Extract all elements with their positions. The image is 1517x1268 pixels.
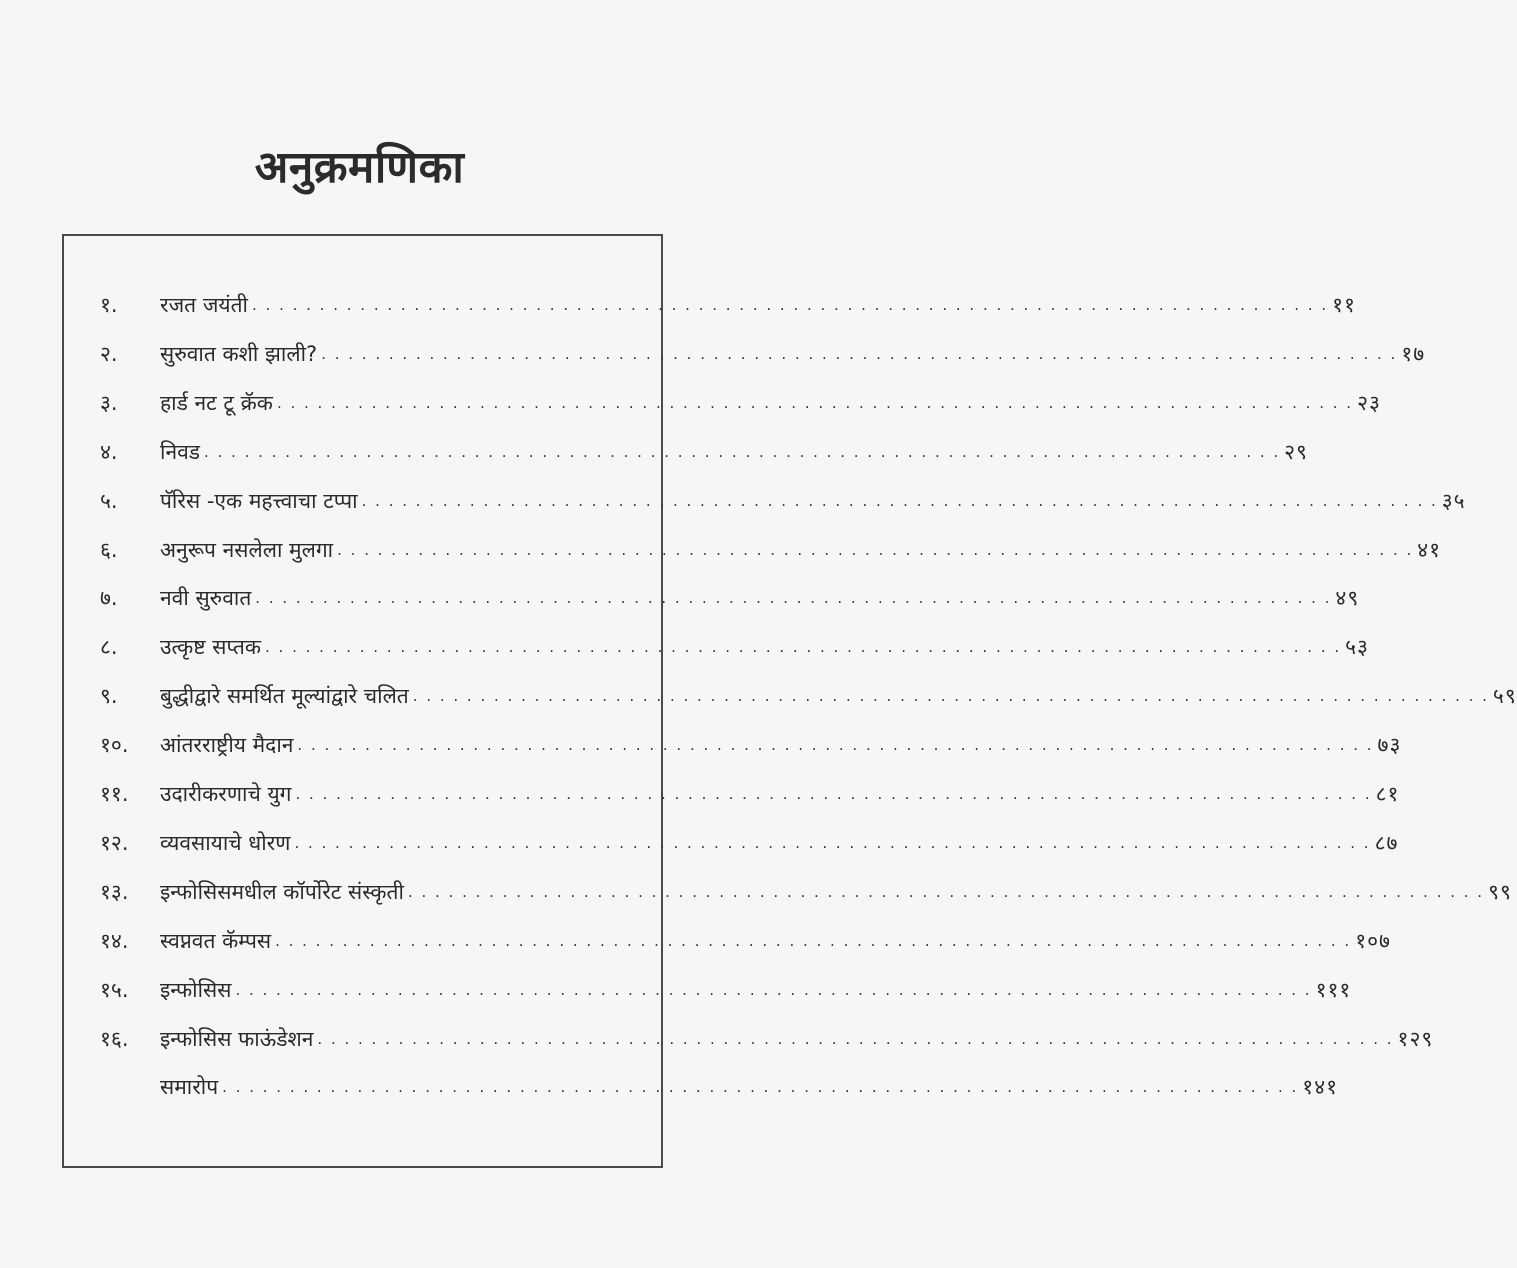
toc-entry: [160, 774, 1400, 814]
toc-chapter-title: उदारीकरणाचे युग: [160, 782, 292, 806]
toc-page-number: ५९: [1492, 684, 1517, 709]
toc-entry: [160, 872, 1512, 912]
toc-entry: [160, 1019, 1434, 1059]
toc-row: [64, 578, 1360, 618]
toc-entry: [160, 823, 1399, 863]
toc-row: [64, 530, 1442, 570]
toc-chapter-number: १६.: [100, 1026, 129, 1051]
toc-chapter-title: आंतरराष्ट्रीय मैदान: [160, 733, 294, 758]
toc-row: [64, 627, 1369, 667]
toc-chapter-number: ४.: [100, 439, 118, 464]
toc-chapter-number: १.: [100, 293, 118, 317]
toc-row: [64, 334, 1426, 374]
toc-page-number: ३५: [1441, 488, 1466, 513]
toc-chapter-title: इन्फोसिसमधील कॉर्पोरेट संस्कृती: [160, 879, 404, 904]
toc-page-number: ४१: [1417, 537, 1442, 562]
toc-chapter-number: २.: [100, 341, 118, 366]
toc-entry: [160, 383, 1381, 423]
toc-chapter-title: रजत जयंती: [160, 293, 248, 317]
toc-dot-leader: . . . . . . . . . . . . . . . . . . . . . . . . . . . . . . . . . . . . . . . . . . . . . . . . . . . . . . . . . . . . . . . . . . . . . . . . . . . . . . . .: [337, 540, 1414, 559]
toc-page-number: ७३: [1377, 733, 1402, 758]
toc-chapter-title: पॅरिस -एक महत्त्वाचा टप्पा: [160, 488, 358, 513]
toc-row: [64, 383, 1381, 423]
toc-chapter-title: सुरुवात कशी झाली?: [160, 341, 318, 366]
toc-chapter-number: १५.: [100, 977, 129, 1002]
toc-entry: [160, 676, 1517, 716]
toc-chapter-title: व्यवसायाचे धोरण: [160, 830, 291, 855]
toc-dot-leader: . . . . . . . . . . . . . . . . . . . . . . . . . . . . . . . . . . . . . . . . . . . . . . . . . . . . . . . . . . . . . . . . . . . . . . . . . . . . . . . .: [295, 785, 1372, 803]
toc-dot-leader: . . . . . . . . . . . . . . . . . . . . . . . . . . . . . . . . . . . . . . . . . . . . . . . . . . . . . . . . . . . . . . . . . . . . . . . . . . . . . . . .: [412, 687, 1489, 706]
toc-page-number: २९: [1284, 439, 1308, 464]
toc-row: [64, 872, 1512, 912]
toc-dot-leader: . . . . . . . . . . . . . . . . . . . . . . . . . . . . . . . . . . . . . . . . . . . . . . . . . . . . . . . . . . . . . . . . . . . . . . . . . . . . . . . .: [297, 736, 1374, 755]
toc-dot-leader: . . . . . . . . . . . . . . . . . . . . . . . . . . . . . . . . . . . . . . . . . . . . . . . . . . . . . . . . . . . . . . . . . . . . . . . . . . . . . . . .: [222, 1078, 1299, 1097]
toc-row: [64, 676, 1517, 716]
toc-page-number: ९९: [1488, 879, 1512, 904]
toc-row: [64, 285, 1356, 325]
toc-row: [64, 823, 1399, 863]
toc-chapter-number: ५.: [100, 488, 118, 513]
toc-dot-leader: . . . . . . . . . . . . . . . . . . . . . . . . . . . . . . . . . . . . . . . . . . . . . . . . . . . . . . . . . . . . . . . . . . . . . . . . . . . . . . . .: [255, 589, 1332, 608]
toc-page-number: ८७: [1374, 830, 1399, 855]
toc-chapter-number: ६.: [100, 537, 118, 562]
toc-chapter-number: १४.: [100, 928, 129, 953]
toc-dot-leader: . . . . . . . . . . . . . . . . . . . . . . . . . . . . . . . . . . . . . . . . . . . . . . . . . . . . . . . . . . . . . . . . . . . . . . . . . . . . . . . .: [265, 638, 1342, 657]
toc-dot-leader: . . . . . . . . . . . . . . . . . . . . . . . . . . . . . . . . . . . . . . . . . . . . . . . . . . . . . . . . . . . . . . . . . . . . . . . . . . . . . . . .: [294, 833, 1371, 852]
toc-chapter-number: १०.: [100, 733, 129, 758]
toc-row: [64, 1019, 1434, 1059]
toc-page-number: १२९: [1397, 1026, 1434, 1051]
toc-entry: [160, 481, 1466, 521]
toc-chapter-title: इन्फोसिस फाऊंडेशन: [160, 1026, 314, 1051]
toc-page-number: १७: [1401, 341, 1426, 366]
toc-dot-leader: . . . . . . . . . . . . . . . . . . . . . . . . . . . . . . . . . . . . . . . . . . . . . . . . . . . . . . . . . . . . . . . . . . . . . . . . . . . . . . . .: [252, 296, 1329, 314]
toc-page-number: ४९: [1335, 586, 1360, 611]
toc-entry: [160, 1067, 1339, 1107]
toc-dot-leader: . . . . . . . . . . . . . . . . . . . . . . . . . . . . . . . . . . . . . . . . . . . . . . . . . . . . . . . . . . . . . . . . . . . . . . . . . . . . . . . .: [204, 442, 1281, 461]
toc-entry: [160, 725, 1402, 765]
toc-row: [64, 970, 1352, 1010]
toc-page-number: २३: [1357, 390, 1381, 415]
toc-dot-leader: . . . . . . . . . . . . . . . . . . . . . . . . . . . . . . . . . . . . . . . . . . . . . . . . . . . . . . . . . . . . . . . . . . . . . . . . . . . . . . . .: [361, 491, 1438, 510]
toc-chapter-title: बुद्धीद्वारे समर्थित मूल्यांद्वारे चलित: [160, 684, 409, 709]
toc-chapter-title: निवड: [160, 439, 201, 464]
toc-chapter-number: ९.: [100, 684, 118, 709]
toc-chapter-title: हार्ड नट टू क्रॅक: [160, 390, 273, 415]
toc-dot-leader: . . . . . . . . . . . . . . . . . . . . . . . . . . . . . . . . . . . . . . . . . . . . . . . . . . . . . . . . . . . . . . . . . . . . . . . . . . . . . . . .: [407, 882, 1485, 901]
toc-chapter-number: १२.: [100, 830, 129, 855]
toc-page-number: १११: [1315, 977, 1352, 1002]
toc-row: [64, 1067, 1339, 1107]
toc-chapter-title: उत्कृष्ट सप्तक: [160, 635, 262, 660]
toc-row: [64, 725, 1402, 765]
toc-chapter-title: स्वप्नवत कॅम्पस: [160, 928, 272, 953]
toc-entry: [160, 970, 1352, 1010]
toc-chapter-number: ८.: [100, 635, 118, 660]
toc-dot-leader: . . . . . . . . . . . . . . . . . . . . . . . . . . . . . . . . . . . . . . . . . . . . . . . . . . . . . . . . . . . . . . . . . . . . . . . . . . . . . . . .: [321, 344, 1398, 363]
toc-dot-leader: . . . . . . . . . . . . . . . . . . . . . . . . . . . . . . . . . . . . . . . . . . . . . . . . . . . . . . . . . . . . . . . . . . . . . . . . . . . . . . . .: [275, 931, 1352, 950]
toc-entry: [160, 578, 1360, 618]
toc-page-number: ११: [1332, 293, 1356, 317]
toc-chapter-title: इन्फोसिस: [160, 977, 232, 1002]
toc-entry: [160, 627, 1369, 667]
toc-page-number: १४१: [1302, 1075, 1339, 1100]
toc-page-number: १०७: [1355, 928, 1391, 953]
toc-dot-leader: . . . . . . . . . . . . . . . . . . . . . . . . . . . . . . . . . . . . . . . . . . . . . . . . . . . . . . . . . . . . . . . . . . . . . . . . . . . . . . . .: [235, 980, 1312, 999]
toc-entry: [160, 285, 1356, 325]
toc-dot-leader: . . . . . . . . . . . . . . . . . . . . . . . . . . . . . . . . . . . . . . . . . . . . . . . . . . . . . . . . . . . . . . . . . . . . . . . . . . . . . . . .: [276, 393, 1354, 412]
page-title: अनुक्रमणिका: [254, 142, 465, 193]
toc-chapter-title: समारोप: [160, 1075, 219, 1100]
toc-entry: [160, 334, 1426, 374]
toc-chapter-title: नवी सुरुवात: [160, 586, 252, 611]
toc-chapter-number: ११.: [100, 782, 129, 806]
toc-page-number: ८१: [1375, 782, 1400, 806]
toc-chapter-number: १३.: [100, 879, 129, 904]
toc-entry: [160, 921, 1391, 961]
toc-chapter-title: अनुरूप नसलेला मुलगा: [160, 537, 334, 562]
toc-row: [64, 774, 1400, 814]
toc-chapter-number: ७.: [100, 586, 118, 611]
toc-entry: [160, 432, 1308, 472]
toc-row: [64, 432, 1308, 472]
toc-chapter-number: ३.: [100, 390, 118, 415]
toc-entry: [160, 530, 1442, 570]
toc-row: [64, 481, 1466, 521]
toc-row: [64, 921, 1391, 961]
table-of-contents-frame: [62, 234, 1517, 1168]
toc-page-number: ५३: [1345, 635, 1369, 660]
toc-dot-leader: . . . . . . . . . . . . . . . . . . . . . . . . . . . . . . . . . . . . . . . . . . . . . . . . . . . . . . . . . . . . . . . . . . . . . . . . . . . . . . . .: [317, 1029, 1394, 1048]
